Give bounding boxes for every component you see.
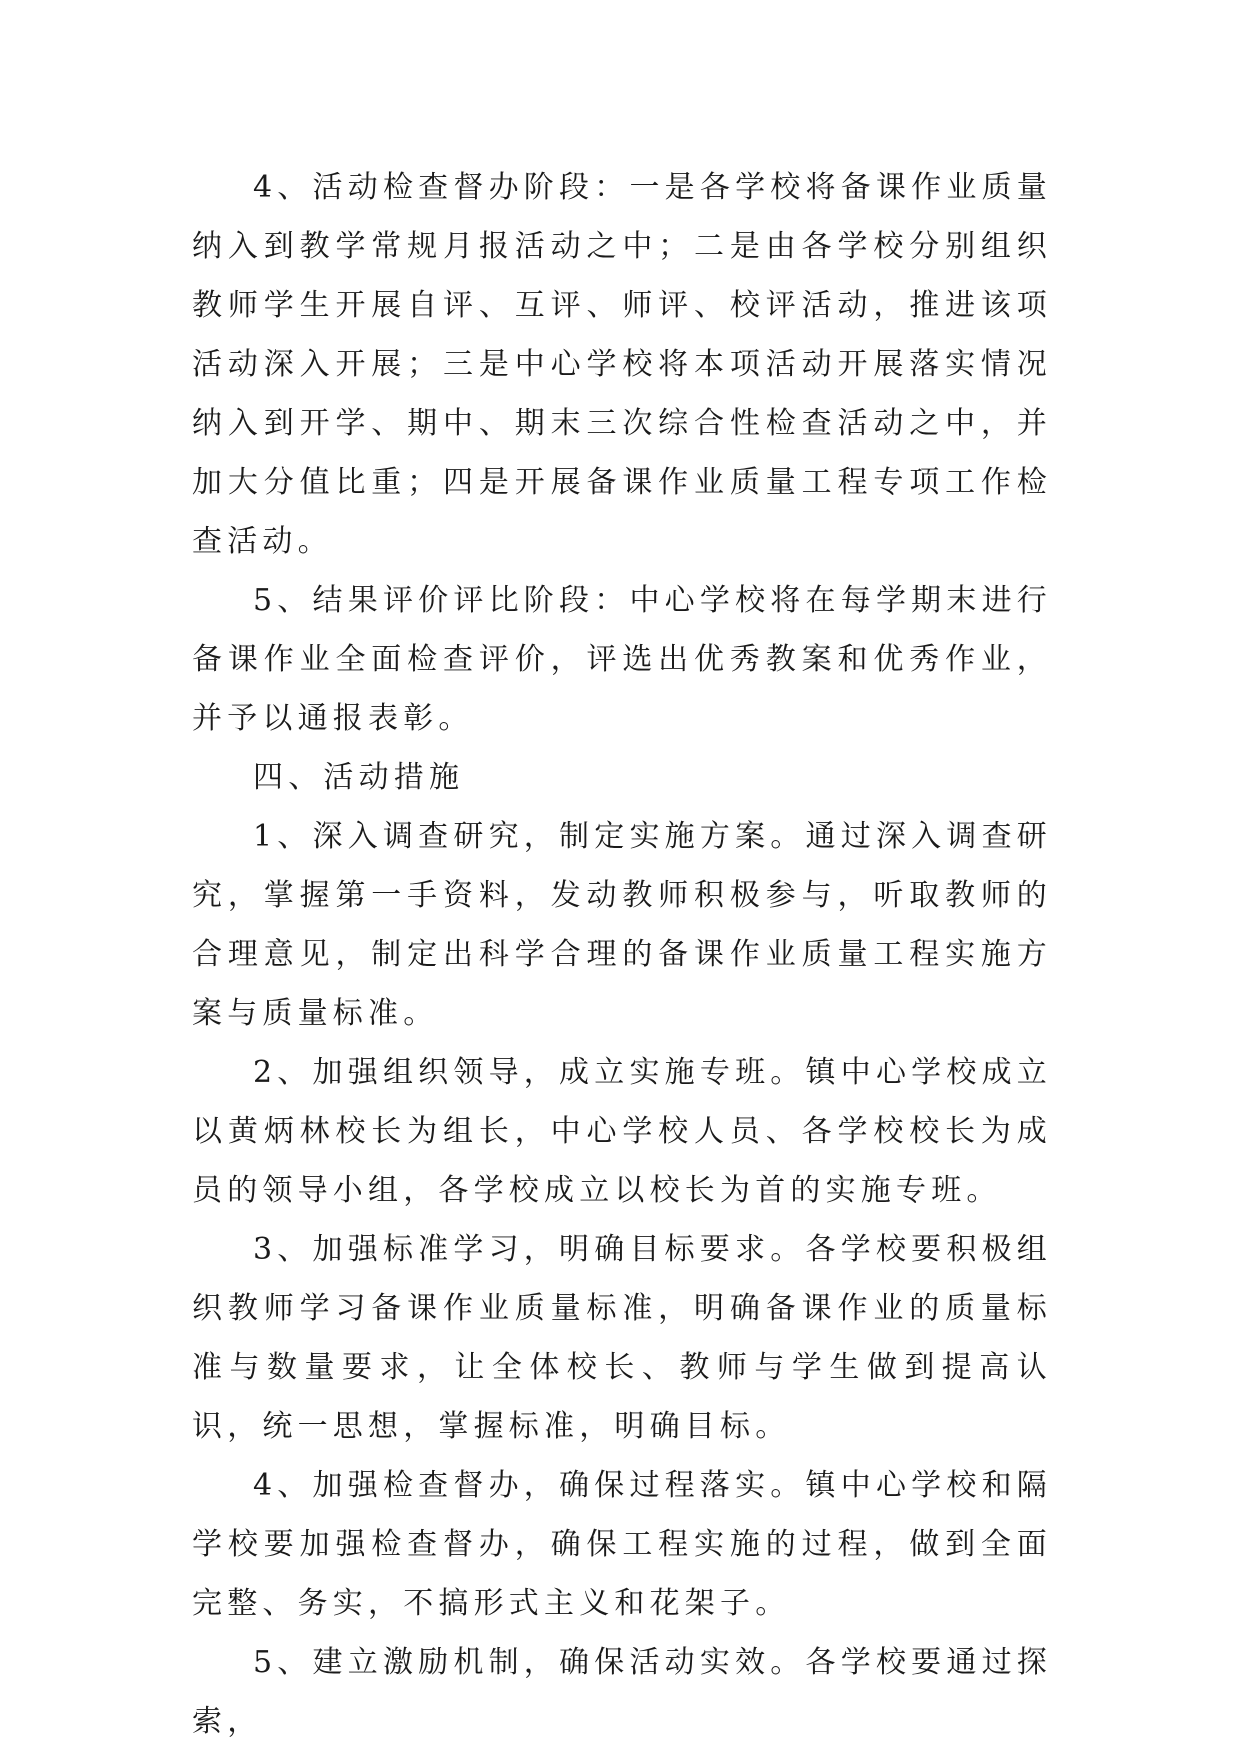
measure-1: 1、深入调查研究，制定实施方案。通过深入调查研究，掌握第一手资料，发动教师积极参与，听取教师的合理意见，制定出科学合理的备课作业质量工程实施方案与质量标准。 [192, 819, 1052, 1031]
measure-3: 3、加强标准学习，明确目标要求。各学校要积极组织教师学习备课作业质量标准，明确备课作业的质量标准与数量要求，让全体校长、教师与学生做到提高认识，统一思想，掌握标准，明确目标。 [192, 1232, 1052, 1444]
paragraph-stage-4: 4、活动检查督办阶段：一是各学校将备课作业质量纳入到教学常规月报活动之中；二是由各学校分别组织教师学生开展自评、互评、师评、校评活动，推进该项活动深入开展；三是中心学校将本项活动开展落实情况纳入到开学、期中、期末三次综合性检查活动之中，并加大分值比重；四是开展备课作业质量工程专项工作检查活动。 [192, 170, 1052, 559]
measure-5: 5、建立激励机制，确保活动实效。各学校要通过探索， [192, 1645, 1052, 1739]
paragraph-stage-5: 5、结果评价评比阶段：中心学校将在每学期末进行备课作业全面检查评价，评选出优秀教案和优秀作业，并予以通报表彰。 [192, 583, 1052, 736]
document-body [192, 158, 1052, 1751]
measure-4: 4、加强检查督办，确保过程落实。镇中心学校和隔学校要加强检查督办，确保工程实施的过程，做到全面完整、务实，不搞形式主义和花架子。 [192, 1468, 1052, 1621]
measure-2: 2、加强组织领导，成立实施专班。镇中心学校成立以黄炳林校长为组长，中心学校人员、各学校校长为成员的领导小组，各学校成立以校长为首的实施专班。 [192, 1055, 1052, 1208]
section-heading: 四、活动措施 [253, 760, 465, 795]
